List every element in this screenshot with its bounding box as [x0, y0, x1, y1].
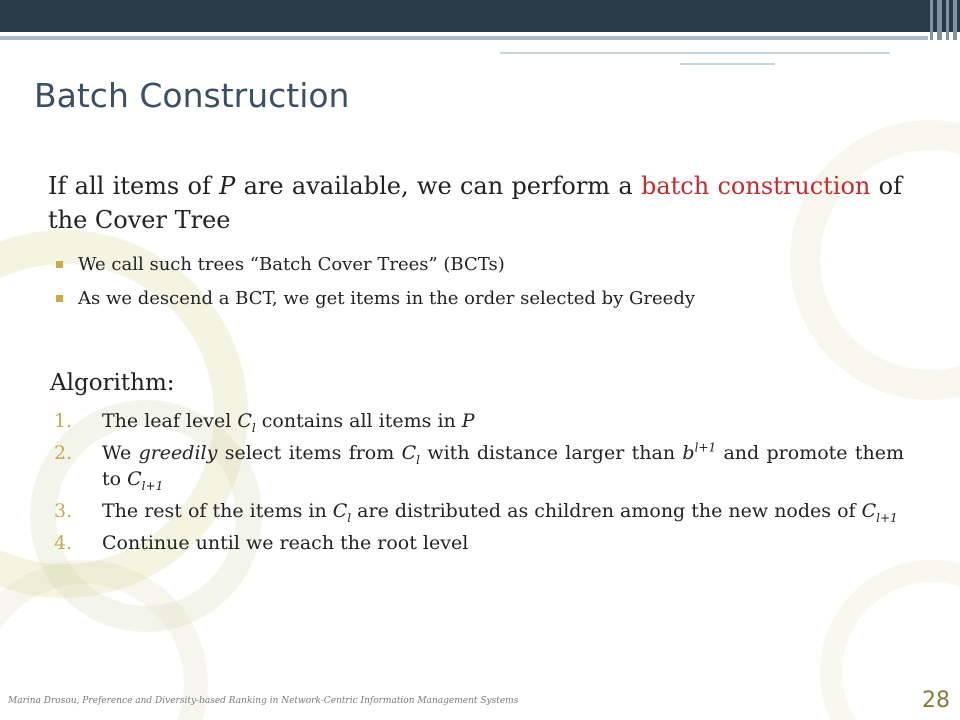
- intro-paragraph: [48, 169, 902, 237]
- bullet-text: As we descend a BCT, we get items in the order selected by Greedy: [78, 288, 696, 309]
- step-subscript: l: [416, 452, 420, 467]
- square-bullet-icon: [56, 295, 63, 302]
- square-bullet-icon: [56, 261, 63, 268]
- step-text: contains all items in: [255, 410, 462, 432]
- step-item: [54, 440, 904, 492]
- slide-title: Batch Construction: [34, 76, 350, 115]
- step-var: C: [332, 500, 348, 522]
- step-var: C: [237, 410, 252, 432]
- step-item: [54, 498, 904, 524]
- step-subscript: l: [251, 420, 256, 435]
- bullet-item: [52, 253, 912, 277]
- step-number: 3.: [54, 500, 73, 522]
- step-item: [54, 408, 904, 434]
- bullet-item: [52, 287, 912, 311]
- page-number: 28: [922, 688, 950, 713]
- step-var: C: [127, 468, 142, 490]
- top-stripe: [937, 0, 942, 40]
- step-var: C: [861, 500, 877, 522]
- step-subscript: l: [347, 510, 352, 525]
- step-text: The rest of the items in: [102, 500, 333, 522]
- top-stripe: [946, 0, 949, 40]
- step-var: P: [461, 410, 475, 432]
- step-subscript: l+1: [141, 478, 164, 493]
- footer-text: Marina Drosou, Preference and Diversity-based Ranking in Network-Centric Information Management Systems: [8, 696, 519, 706]
- intro-mid: are available, we can perform a: [235, 172, 641, 200]
- step-text: are distributed as children among the new nodes of: [351, 500, 862, 522]
- bullet-list: [52, 253, 912, 321]
- step-text: We: [102, 442, 139, 464]
- step-text: Continue until we reach the root level: [102, 532, 469, 554]
- step-subscript: l+1: [876, 510, 898, 525]
- step-var: C: [401, 442, 417, 464]
- intro-tail: of the Cover Tree: [48, 172, 903, 234]
- step-text: and promote them to: [102, 442, 905, 490]
- header-rule: [500, 52, 890, 54]
- step-number: 4.: [54, 532, 73, 554]
- algorithm-steps: [54, 408, 904, 562]
- step-text: with distance larger than: [420, 442, 683, 464]
- intro-accent: batch construction: [640, 172, 871, 200]
- step-text: select items from: [217, 442, 402, 464]
- top-stripe: [930, 0, 933, 40]
- step-emphasis: greedily: [138, 442, 218, 464]
- step-text: The leaf level: [102, 410, 238, 432]
- step-item: [54, 530, 904, 556]
- algorithm-heading: Algorithm:: [50, 370, 175, 396]
- top-bar: [0, 0, 960, 32]
- header-rule: [680, 63, 775, 65]
- step-superscript: l+1: [694, 440, 717, 455]
- step-var: b: [682, 442, 695, 464]
- step-number: 1.: [54, 410, 73, 432]
- bullet-text: We call such trees “Batch Cover Trees” (BCTs): [78, 254, 505, 275]
- top-stripe: [953, 0, 957, 40]
- step-number: 2.: [54, 442, 73, 464]
- header-rule: [0, 36, 928, 40]
- intro-lead: If all items of: [48, 172, 220, 200]
- intro-var-p: P: [219, 172, 236, 200]
